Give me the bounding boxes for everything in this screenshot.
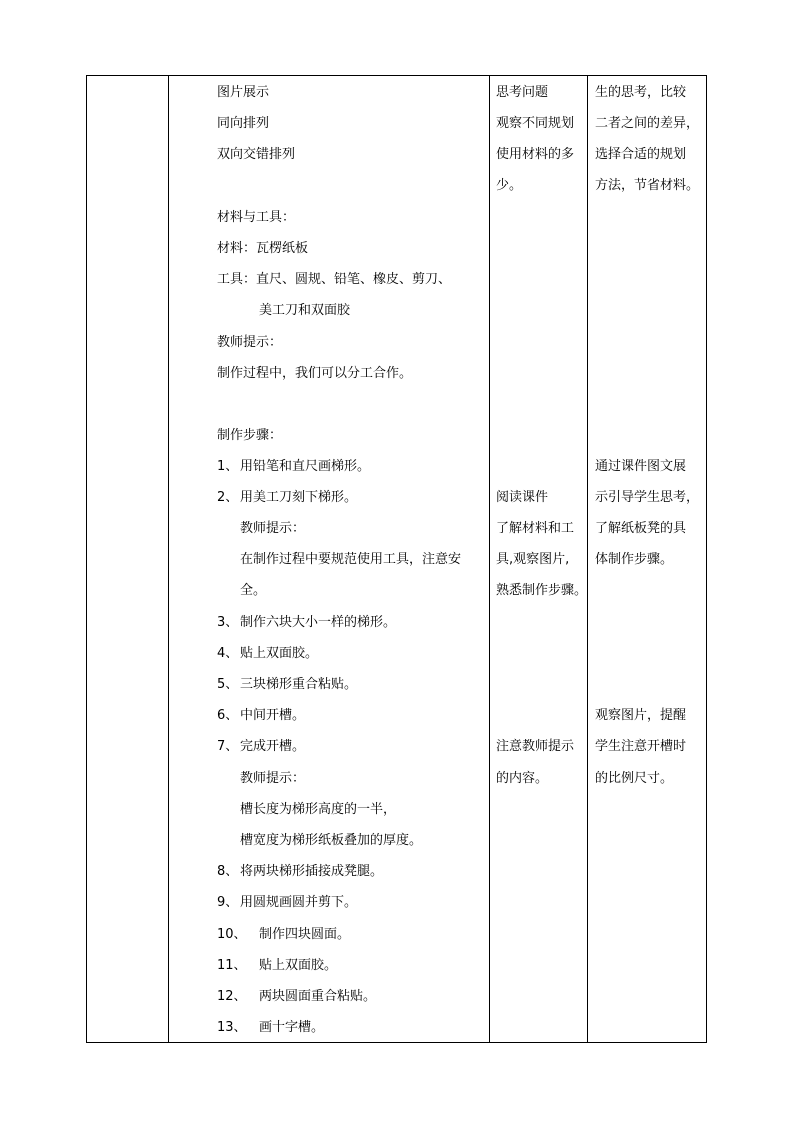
content-line: 制作过程中，我们可以分工合作。: [217, 366, 413, 381]
intent-line: 示引导学生思考，: [595, 490, 700, 505]
content-line: 制作步骤：: [217, 428, 283, 443]
intent-line: 了解纸板凳的具: [595, 521, 687, 536]
activity-line: 阅读课件: [496, 490, 549, 505]
step-text: 全。: [240, 583, 267, 598]
step-text: 中间开槽。: [240, 708, 306, 723]
step-number: 10、: [217, 927, 247, 942]
column-divider: [587, 76, 588, 1042]
step-number: 4、: [217, 646, 239, 661]
intent-line: 体制作步骤。: [595, 552, 674, 567]
step-text: 画十字槽。: [259, 1020, 325, 1035]
step-number: 11、: [217, 958, 247, 973]
step-text: 用美工刀刻下梯形。: [240, 490, 358, 505]
content-line: 图片展示: [217, 85, 270, 100]
step-number: 3、: [217, 615, 239, 630]
activity-line: 观察不同规划: [496, 116, 575, 131]
activity-line: 少。: [496, 178, 523, 193]
step-text: 三块梯形重合粘贴。: [240, 677, 358, 692]
step-text: 教师提示：: [240, 771, 306, 786]
step-number: 12、: [217, 989, 247, 1004]
intent-line: 的比例尺寸。: [595, 771, 674, 786]
step-number: 1、: [217, 459, 239, 474]
column-divider: [489, 76, 490, 1042]
step-text: 教师提示：: [240, 521, 306, 536]
step-text: 将两块梯形插接成凳腿。: [240, 864, 384, 879]
step-text: 用圆规画圆并剪下。: [240, 895, 358, 910]
intent-line: 通过课件图文展: [595, 459, 687, 474]
step-text: 槽长度为梯形高度的一半，: [240, 802, 397, 817]
activity-line: 注意教师提示: [496, 739, 575, 754]
step-number: 6、: [217, 708, 239, 723]
activity-line: 思考问题: [496, 85, 549, 100]
step-text: 制作六块大小一样的梯形。: [240, 615, 397, 630]
step-text: 两块圆面重合粘贴。: [259, 989, 377, 1004]
activity-line: 的内容。: [496, 771, 549, 786]
content-line: 工具：直尺、圆规、铅笔、橡皮、剪刀、: [217, 272, 452, 287]
step-text: 槽宽度为梯形纸板叠加的厚度。: [240, 833, 423, 848]
content-line: 教师提示：: [217, 335, 283, 350]
step-text: 用铅笔和直尺画梯形。: [240, 459, 371, 474]
intent-line: 生的思考，比较: [595, 85, 687, 100]
lesson-table: [86, 75, 707, 1043]
activity-line: 使用材料的多: [496, 147, 575, 162]
activity-line: 熟悉制作步骤。: [496, 583, 588, 598]
step-text: 贴上双面胶。: [259, 958, 338, 973]
intent-line: 学生注意开槽时: [595, 739, 687, 754]
column-divider: [168, 76, 169, 1042]
content-line: 材料：瓦楞纸板: [217, 241, 309, 256]
activity-line: 了解材料和工: [496, 521, 575, 536]
intent-line: 二者之间的差异，: [595, 116, 700, 131]
intent-line: 选择合适的规划: [595, 147, 687, 162]
step-text: 完成开槽。: [240, 739, 306, 754]
activity-line: 具,观察图片,: [496, 552, 570, 567]
step-text: 制作四块圆面。: [259, 927, 351, 942]
content-line: 双向交错排列: [217, 147, 296, 162]
step-text: 在制作过程中要规范使用工具，注意安: [240, 552, 462, 567]
step-text: 贴上双面胶。: [240, 646, 319, 661]
step-number: 5、: [217, 677, 239, 692]
content-line: 美工刀和双面胶: [259, 303, 351, 318]
content-line: 材料与工具：: [217, 210, 296, 225]
step-number: 13、: [217, 1020, 247, 1035]
intent-line: 方法，节省材料。: [595, 178, 700, 193]
intent-line: 观察图片，提醒: [595, 708, 687, 723]
content-line: 同向排列: [217, 116, 270, 131]
step-number: 7、: [217, 739, 239, 754]
step-number: 8、: [217, 864, 239, 879]
step-number: 9、: [217, 895, 239, 910]
step-number: 2、: [217, 490, 239, 505]
